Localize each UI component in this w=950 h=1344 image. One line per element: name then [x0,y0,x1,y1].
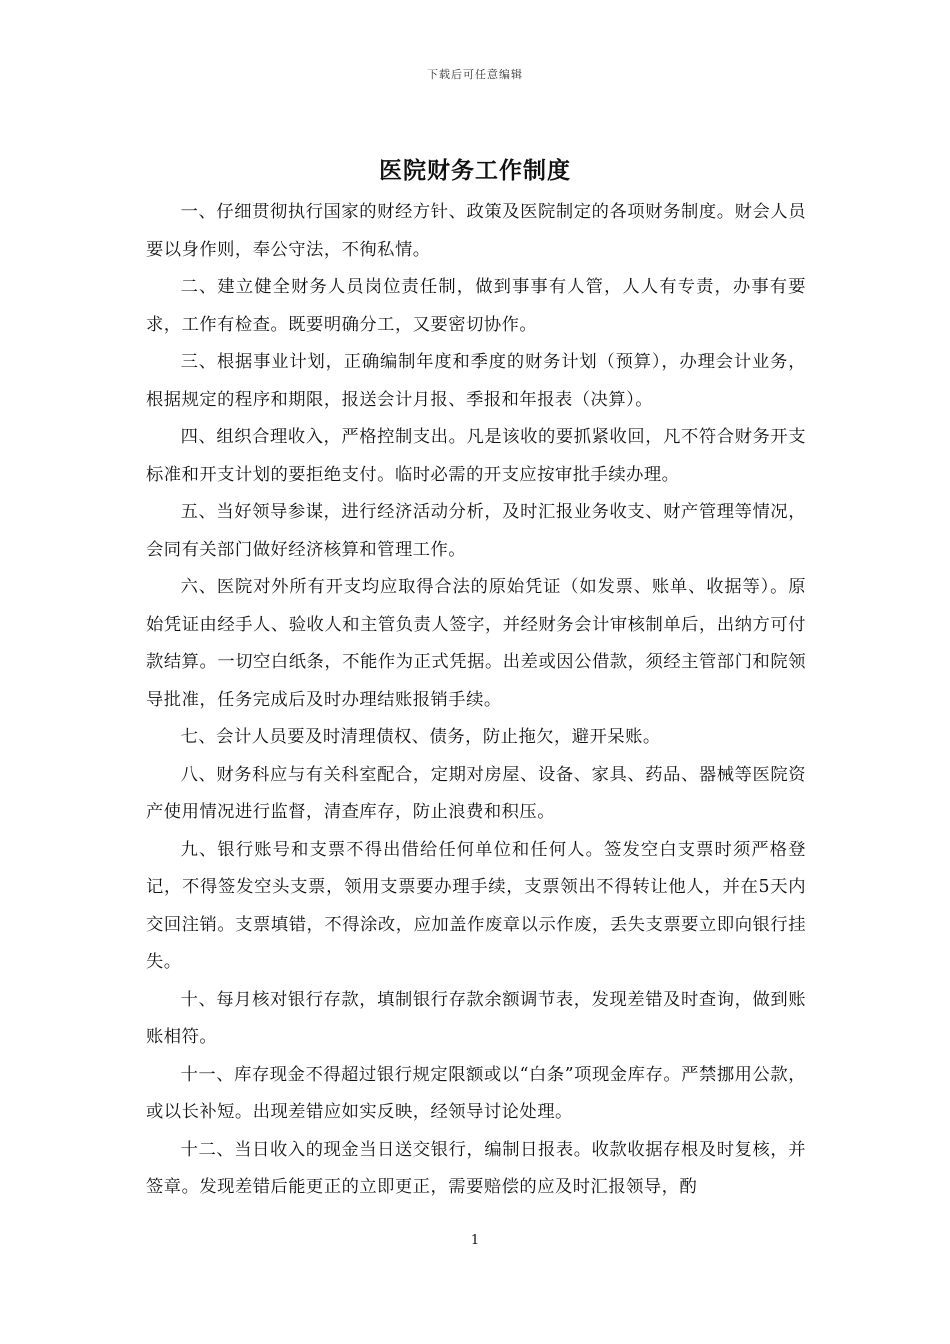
paragraph: 一、仔细贯彻执行国家的财经方针、政策及医院制定的各项财务制度。财会人员要以身作则，奉公守法，不徇私情。 [146,202,806,260]
paragraph: 三、根据事业计划，正确编制年度和季度的财务计划（预算），办理会计业务，根据规定的程序和期限，报送会计月报、季报和年报表（决算）。 [146,352,806,410]
paragraph: 九、银行账号和支票不得出借给任何单位和任何人。签发空白支票时须严格登记，不得签发空头支票，领用支票要办理手续，支票领出不得转让他人，并在5天内交回注销。支票填错，不得涂改，应加盖作废章以示作废，丢失支票要立即向银行挂失。 [146,839,806,972]
page-number: 1 [470,1233,480,1248]
document-body [146,194,806,1207]
paragraph: 十、每月核对银行存款，填制银行存款余额调节表，发现差错及时查询，做到账账相符。 [146,989,806,1047]
paragraph: 六、医院对外所有开支均应取得合法的原始凭证（如发票、账单、收据等）。原始凭证由经手人、验收人和主管负责人签字，并经财务会计审核制单后，出纳方可付款结算。一切空白纸条，不能作为正式凭据。出差或因公借款，须经主管部门和院领导批准，任务完成后及时办理结账报销手续。 [146,577,806,710]
paragraph: 八、财务科应与有关科室配合，定期对房屋、设备、家具、药品、器械等医院资产使用情况进行监督，清查库存，防止浪费和积压。 [146,764,806,822]
paragraph: 十一、库存现金不得超过银行规定限额或以“白条”项现金库存。严禁挪用公款，或以长补短。出现差错应如实反映，经领导讨论处理。 [146,1064,806,1122]
paragraph: 十二、当日收入的现金当日送交银行，编制日报表。收款收据存根及时复核，并签章。发现差错后能更正的立即更正，需要赔偿的应及时汇报领导，酌 [146,1139,806,1197]
header-note: 下载后可任意编辑 [427,68,523,81]
paragraph: 七、会计人员要及时清理债权、债务，防止拖欠，避开呆账。 [180,727,661,747]
paragraph: 四、组织合理收入，严格控制支出。凡是该收的要抓紧收回，凡不符合财务开支标准和开支计划的要拒绝支付。临时必需的开支应按审批手续办理。 [146,427,806,485]
document-title: 医院财务工作制度 [379,157,571,184]
paragraph: 五、当好领导参谋，进行经济活动分析，及时汇报业务收支、财产管理等情况，会同有关部门做好经济核算和管理工作。 [146,502,806,560]
paragraph: 二、建立健全财务人员岗位责任制，做到事事有人管，人人有专责，办事有要求，工作有检查。既要明确分工，又要密切协作。 [146,277,806,335]
